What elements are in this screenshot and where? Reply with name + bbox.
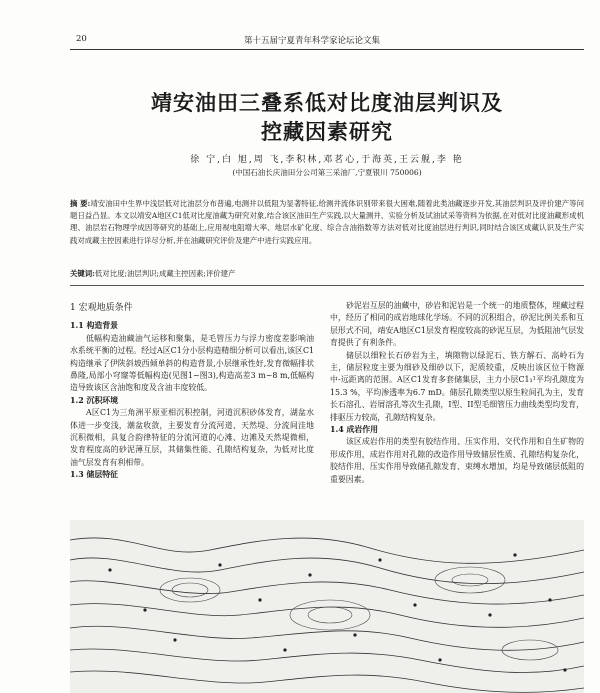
abstract <box>70 198 584 247</box>
abstract-separator <box>70 285 584 286</box>
paper-title-line-1: 靖安油田三叠系低对比度油层判识及 <box>151 90 503 115</box>
abstract-text: 靖安油田中生界中浅层低对比油层分布普遍,电测井以低阻为显著特征,给测井流体识别带来很大困难,随着此类油藏逐步开发,其油层判识及评价建产等问题日益凸显。本文以靖安A地区C1低对比度油藏为研究对象,结合该区油田生产实践,以大量测井、实验分析及试油试采等资料为依据,在对低对比度油藏形成机理、油层岩石物理学成因等研究的基础上,应用视电阻增大率、地层水矿化度、综合含油指数等方法对低对比度油层进行判识,同时结合该区成藏认识及生产实践对成藏主控因素进行详尽分析,并在油藏研究评价及建产中进行实践应用。 <box>70 199 584 245</box>
left-column <box>70 300 314 482</box>
structure-contour-map-figure <box>70 520 584 693</box>
section-1-1-text: 低幅构造油藏油气运移和聚集，是毛管压力与浮力密度差影响油水系统平衡的过程。经过A区C1分小层构造精细分析可以看出,该区C1构造继承了伊陕斜坡西倾单斜的构造背景,小层继承性好,发育微幅排状鼻隆,局部小穹窿等低幅构造(见图1~图3),构造高差3 m~8 m,低幅构造导致该区含油饱和度及含油丰度较低。 <box>70 333 314 393</box>
header-rule <box>70 49 584 50</box>
page-number: 20 <box>76 34 87 44</box>
keywords-label: 关键词: <box>70 269 95 278</box>
keywords-text: 低对比度;油层判识;成藏主控因素;评价建产 <box>94 269 236 278</box>
affiliation: (中国石油长庆油田分公司第三采油厂,宁夏银川 750006) <box>232 168 422 177</box>
keywords <box>70 268 584 279</box>
running-header <box>76 34 580 48</box>
author-list: 徐 宁,白 旭,周 飞,李积林,邓茗心,于海英,王云舰,李 艳 <box>190 155 464 165</box>
section-1-1-heading: 1.1 构造背景 <box>70 321 119 331</box>
contour-map-graphic <box>70 520 584 693</box>
abstract-label: 摘 要: <box>70 199 91 208</box>
section-1-heading: 1 宏观地质条件 <box>70 303 133 313</box>
paper-title-line-2: 控藏因素研究 <box>261 119 393 144</box>
right-paragraph-1: 砂泥岩互层的油藏中，砂岩和泥岩是一个统一的地质整体，埋藏过程中，经历了相同的成岩地球化学场。不同的沉积组合，砂泥比例关系和互层形式不同，靖安A地区C1层发育程度较高的砂泥互层，为低阻油气层发育提供了有利条件。 <box>330 301 584 348</box>
right-paragraph-2: 储层以细粒长石砂岩为主，填隙物以绿泥石、铁方解石、高岭石为主，储层粒度主要为细砂及细砂以下，泥质较重，反映出该区位于物源中-远距离的范围。A区C1发育多套储集层，主力小层C1₁¹平均孔隙度为15.3 %，平均渗透率为6.7 mD。储层孔隙类型以原生粒间孔为主，发育长石溶孔、岩屑溶孔等次生孔隙，I型、II型毛细管压力曲线类型均发育，排驱压力较高，孔隙结构复杂。 <box>330 350 584 422</box>
journal-title: 第十五届宁夏青年科学家论坛论文集 <box>244 36 381 46</box>
section-1-2-heading: 1.2 沉积环境 <box>70 395 119 405</box>
right-column <box>330 300 584 486</box>
section-1-3-heading: 1.3 储层特征 <box>70 470 119 480</box>
section-1-2-text: A区C1为三角洲平原亚相沉积控制，河道沉积砂体发育，湖盆水体进一步变浅，潮盆收敛，主要发育分流河道、天然堤、分流间洼地沉积微相，具复合韵律特征的分流河道的心滩、边滩及天然堤微相，发育程度高的砂泥薄互层，其储集性能、孔隙结构复杂，为低对比度油气层发育有利相带。 <box>70 408 314 467</box>
section-1-4-heading: 1.4 成岩作用 <box>330 425 379 435</box>
right-paragraph-3: 该区成岩作用的类型有胶结作用、压实作用、交代作用和自生矿物的形成作用，成岩作用对孔隙的改造作用导致储层性质、孔隙结构复杂化，胶结作用、压实作用导致储孔隙发育、束缚水增加，均是导致储层低阻的重要因素。 <box>330 437 584 484</box>
